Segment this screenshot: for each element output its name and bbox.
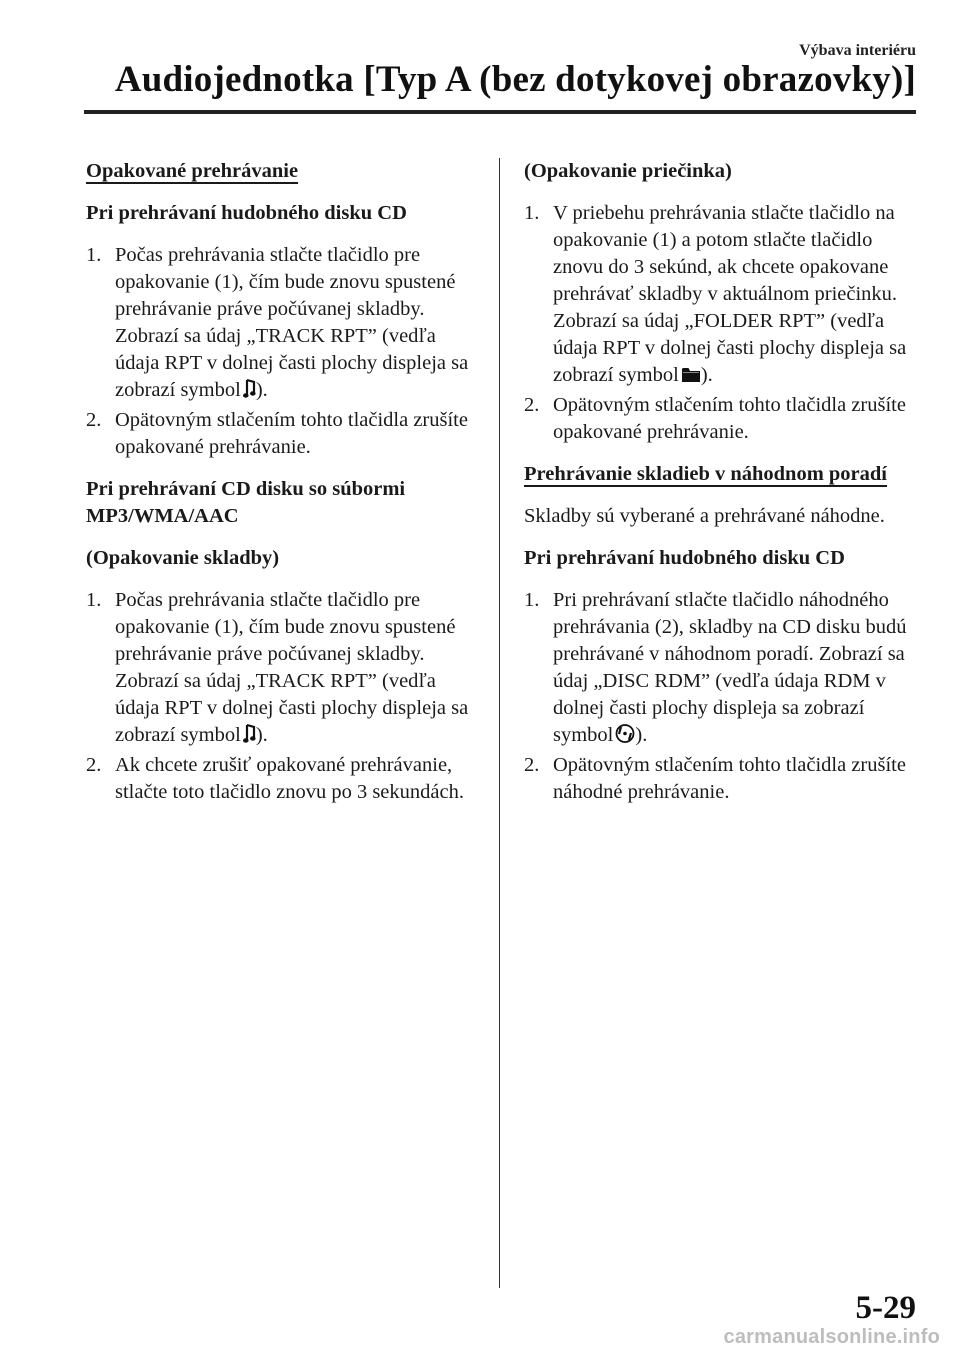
step-text: Počas prehrávania stlačte tlačidlo pre opakovanie (1), čím bude znovu spustené prehrávanie práve počúvanej skladby. Zobrazí sa údaj „TRACK RPT” (vedľa údaja RPT v dolnej časti plochy displeja sa zobrazí symbol (115, 244, 469, 401)
heading-random-playback: Prehrávanie skladieb v náhodnom poradí (524, 463, 887, 485)
column-divider (499, 158, 500, 1288)
step-text-end: ). (700, 364, 713, 386)
step-number: 1. (524, 202, 540, 224)
step-text: Opätovným stlačením tohto tlačidla zrušíte opakované prehrávanie. (115, 409, 468, 458)
right-column (524, 158, 916, 821)
music-note-icon (243, 378, 256, 407)
watermark: carmanualsonline.info (723, 1326, 940, 1348)
step-number: 2. (86, 754, 102, 776)
step-number: 1. (524, 589, 540, 611)
step-text-end: ). (635, 724, 648, 746)
step-number: 2. (86, 409, 102, 431)
step-text-end: ). (255, 379, 268, 401)
step-number: 2. (524, 754, 540, 776)
chapter-title: Audiojednotka [Typ A (bez dotykovej obrazovky)] (114, 59, 916, 100)
list-item (524, 587, 916, 752)
steps-folder-repeat (524, 200, 916, 446)
music-note-icon (243, 723, 256, 752)
page-number: 5-29 (855, 1290, 916, 1326)
steps-track-repeat (86, 587, 478, 806)
step-number: 1. (86, 589, 102, 611)
steps-audio-cd (86, 242, 478, 461)
step-number: 1. (86, 244, 102, 266)
step-number: 2. (524, 394, 540, 416)
header-rule (84, 110, 916, 114)
step-text-end: ). (255, 724, 268, 746)
left-column (86, 158, 478, 821)
heading-repeat-playback: Opakované prehrávanie (86, 160, 299, 182)
step-text: Ak chcete zrušiť opakované prehrávanie, stlačte toto tlačidlo znovu po 3 sekundách. (115, 754, 464, 803)
list-item (524, 392, 916, 446)
list-item (86, 242, 478, 407)
step-text: Opätovným stlačením tohto tlačidla zrušíte opakované prehrávanie. (553, 394, 906, 443)
list-item (86, 587, 478, 752)
list-item (524, 752, 916, 806)
subheading-mp3-cd: Pri prehrávaní CD disku so súbormi MP3/WMA/AAC (86, 478, 406, 527)
disc-random-icon (615, 723, 635, 752)
subheading-audio-cd-random: Pri prehrávaní hudobného disku CD (524, 547, 845, 569)
step-text: Počas prehrávania stlačte tlačidlo pre opakovanie (1), čím bude znovu spustené prehrávanie práve počúvanej skladby. Zobrazí sa údaj „TRACK RPT” (vedľa údaja RPT v dolnej časti plochy displeja sa zobrazí symbol (115, 589, 469, 746)
steps-random (524, 587, 916, 806)
paragraph-random: Skladby sú vyberané a prehrávané náhodne. (524, 505, 885, 527)
list-item (86, 752, 478, 806)
section-label: Výbava interiéru (799, 42, 916, 59)
subheading-track-repeat: (Opakovanie skladby) (86, 547, 280, 569)
step-text: V priebehu prehrávania stlačte tlačidlo na opakovanie (1) a potom stlačte tlačidlo znovu do 3 sekúnd, ak chcete opakovane prehrávať skladby v aktuálnom priečinku. Zobrazí sa údaj „FOLDER RPT” (vedľa údaja RPT v dolnej časti plochy displeja sa zobrazí symbol (553, 202, 907, 386)
step-text: Pri prehrávaní stlačte tlačidlo náhodného prehrávania (2), skladby na CD disku budú prehrávané v náhodnom poradí. Zobrazí sa údaj „DISC RDM” (vedľa údaja RDM v dolnej časti plochy displeja sa zobrazí symbol (553, 589, 907, 746)
list-item (86, 407, 478, 461)
folder-icon (681, 365, 701, 392)
subheading-audio-cd: Pri prehrávaní hudobného disku CD (86, 202, 407, 224)
subheading-folder-repeat: (Opakovanie priečinka) (524, 160, 732, 182)
list-item (524, 200, 916, 392)
step-text: Opätovným stlačením tohto tlačidla zrušíte náhodné prehrávanie. (553, 754, 906, 803)
